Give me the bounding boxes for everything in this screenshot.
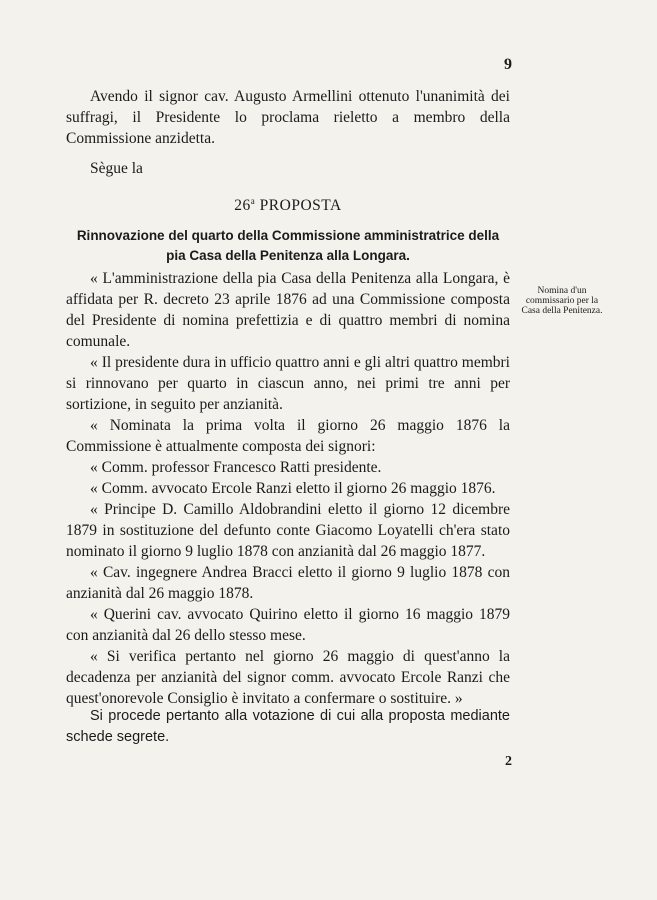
paragraph: « Il presidente dura in ufficio quattro anni e gli altri quattro membri si rinnovano per quarto in ciascun anno, nei primi tre anni per sortizione, in seguito per anzianità. xyxy=(66,354,510,413)
paragraph: « Querini cav. avvocato Quirino eletto il giorno 16 maggio 1879 con anzianità dal 26 dello stesso mese. xyxy=(66,606,510,644)
proposal-subtitle: Rinnovazione del quarto della Commissione amministratrice della pia Casa della Penitenza alla Longara. xyxy=(76,228,500,263)
paragraph: « L'amministrazione della pia Casa della Penitenza alla Longara, è affidata per R. decreto 23 aprile 1876 ad una Commissione composta del Presidente di nomina prefettizia e di quattro membri di nomina comunale. xyxy=(66,270,510,350)
proposal-label: PROPOSTA xyxy=(259,197,342,215)
paragraph: « Cav. ingegnere Andrea Bracci eletto il giorno 9 luglio 1878 con anzianità dal 26 maggio 1878. xyxy=(66,564,510,602)
proposal-number: 26 xyxy=(234,197,251,215)
paragraph: « Principe D. Camillo Aldobrandini eletto il giorno 12 dicembre 1879 in sostituzione del defunto conte Giacomo Loyatelli ch'era stato nominato il giorno 9 luglio 1878 con anzianità dal 26 maggio 1877. xyxy=(66,501,510,560)
proposal-title xyxy=(66,196,510,215)
paragraph: « Comm. avvocato Ercole Ranzi eletto il giorno 26 maggio 1876. xyxy=(90,480,496,497)
paragraph: « Comm. professor Francesco Ratti presidente. xyxy=(90,459,382,476)
intro-paragraph: Avendo il signor cav. Augusto Armellini ottenuto l'unanimità dei suffragi, il Presidente lo proclama rieletto a membro della Commissione anzidetta. xyxy=(66,88,510,147)
paragraph: « Nominata la prima volta il giorno 26 maggio 1876 la Commissione è attualmente composta dei signori: xyxy=(66,417,510,455)
signature-mark: 2 xyxy=(505,754,512,769)
segue-text: Sègue la xyxy=(90,160,143,177)
paragraph: « Si verifica pertanto nel giorno 26 maggio di quest'anno la decadenza per anzianità del signor comm. avvocato Ercole Ranzi che quest'onorevole Consiglio è invitato a confermare o sostituire. » xyxy=(66,648,510,707)
proposal-number-suffix: a xyxy=(250,196,256,206)
quoted-report xyxy=(66,268,510,709)
final-paragraph: Si procede pertanto alla votazione di cui alla proposta mediante schede segrete. xyxy=(66,708,510,745)
page-number: 9 xyxy=(504,56,512,73)
margin-note: Nomina d'un commissario per la Casa della Penitenza. xyxy=(521,286,603,316)
